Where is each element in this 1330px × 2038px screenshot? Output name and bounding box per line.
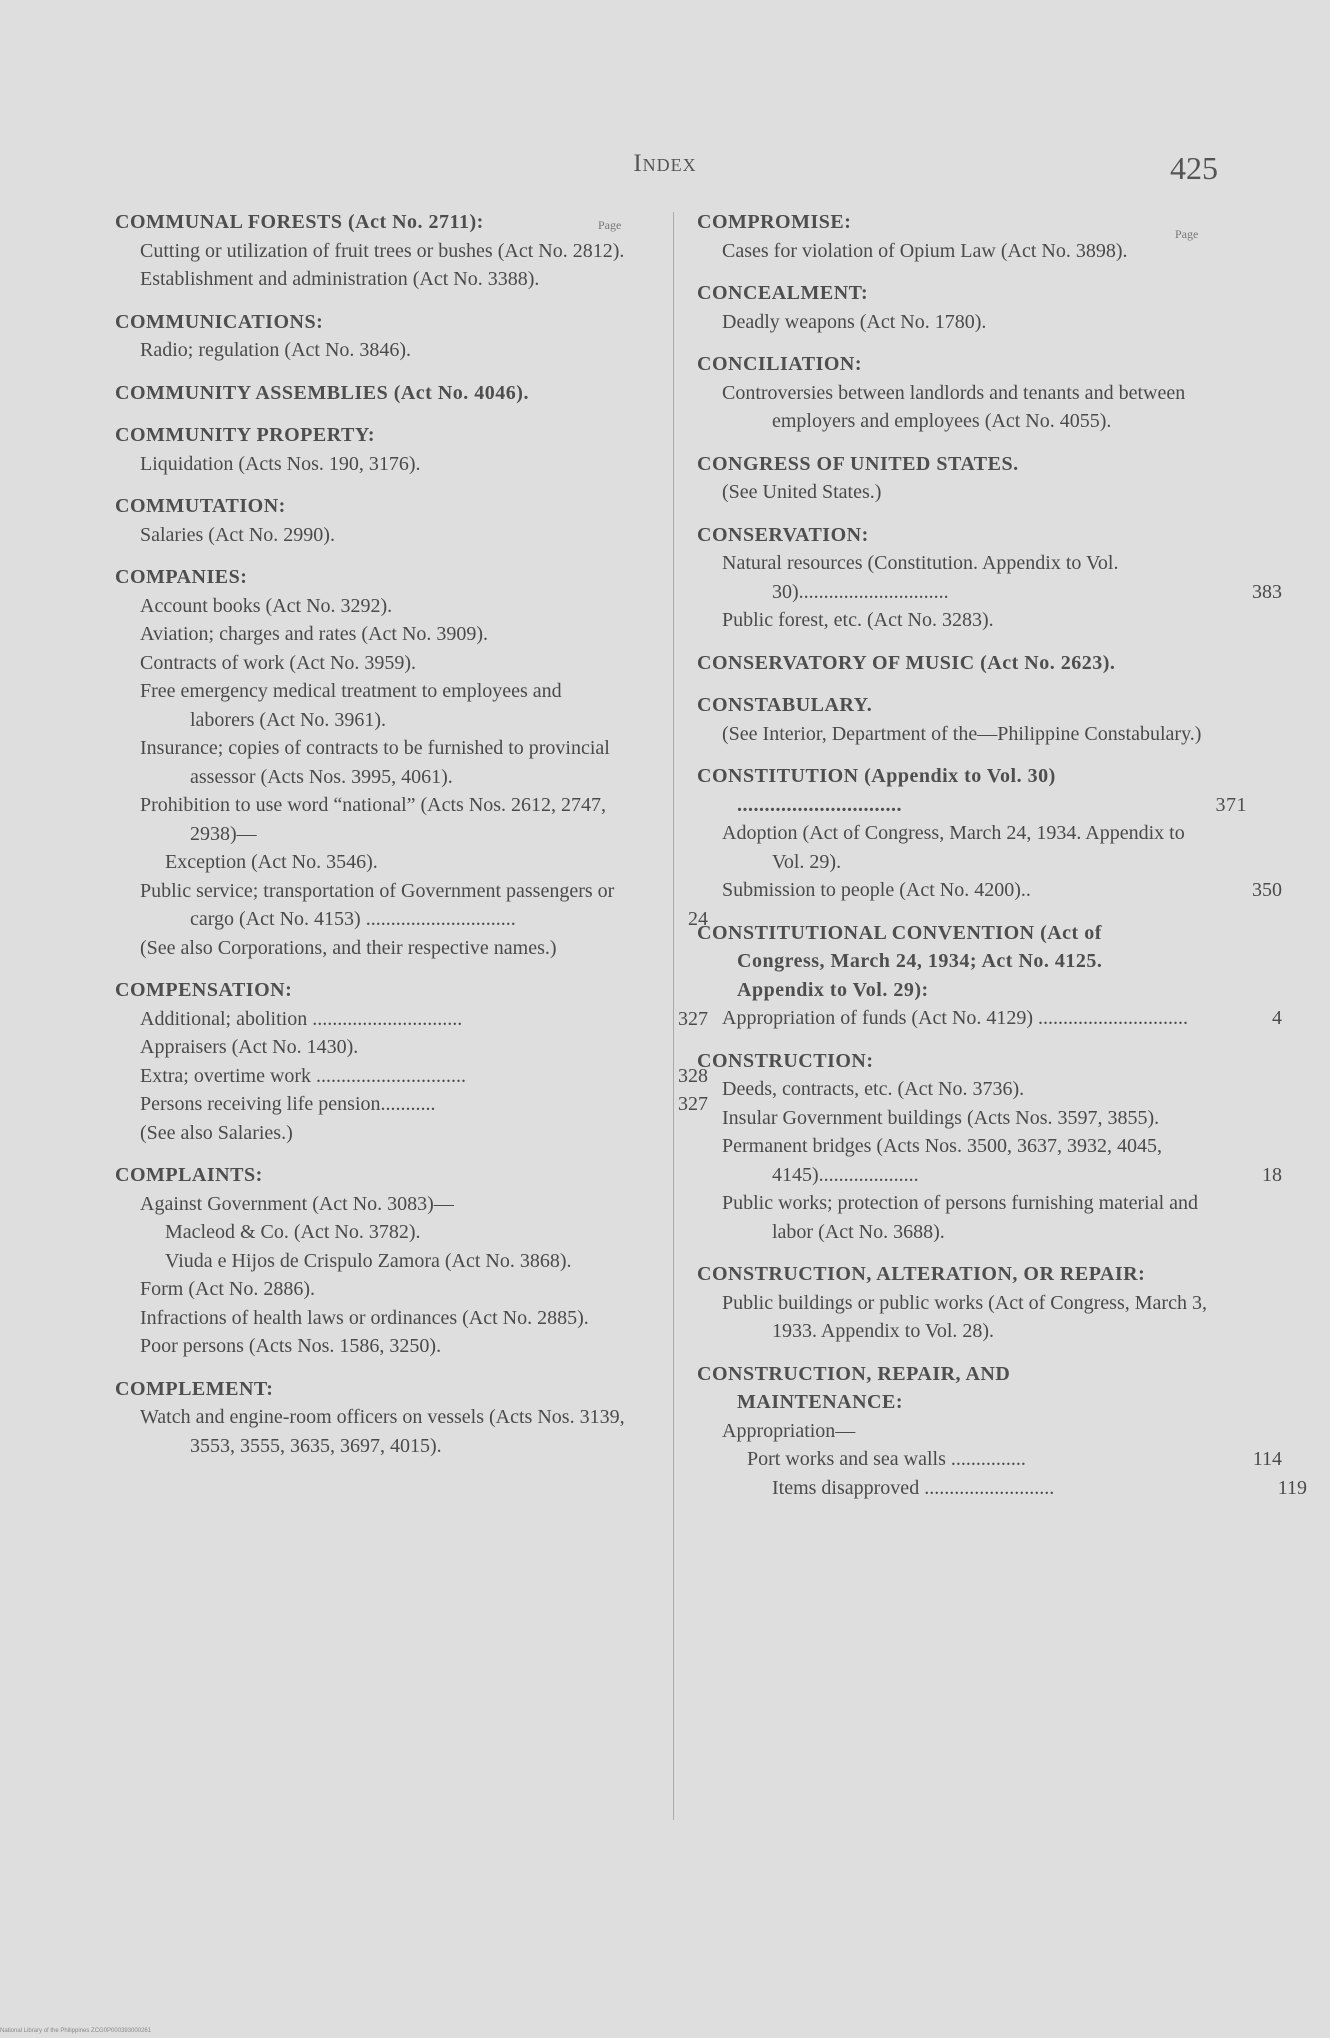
entry-heading-text: CONSTRUCTION, REPAIR, AND MAINTENANCE: (697, 1362, 1011, 1413)
subitem-text: Appraisers (Act No. 1430). (140, 1036, 359, 1058)
entry-subitem (115, 521, 630, 550)
subitem-text: Viuda e Hijos de Crispulo Zamora (Act No. 3868). (165, 1249, 572, 1272)
entry-subitem (115, 934, 630, 963)
entry-heading (697, 919, 1177, 1005)
entry-subitem (697, 720, 1212, 749)
subitem-text: Adoption (Act of Congress, March 24, 1934. Appendix to Vol. 29). (722, 822, 1185, 873)
entry-subitem (697, 1474, 1307, 1503)
subitem-text: (See United States.) (722, 481, 882, 503)
entry-heading-text: COMPROMISE: (697, 211, 852, 233)
subitem-text: Against Government (Act No. 3083)— (140, 1192, 454, 1215)
page-reference: 371 (1215, 793, 1247, 816)
index-entry (115, 1375, 675, 1461)
entry-subitem (115, 1119, 630, 1148)
entry-subitem (115, 592, 630, 621)
subitem-text: Items disapproved .......................... (772, 1476, 1055, 1499)
subitem-text: Insular Government buildings (Acts Nos. 3597, 3855). (722, 1106, 1160, 1129)
entry-heading (115, 563, 595, 592)
entry-heading-text: CONSTITUTIONAL CONVENTION (Act of Congress, March 24, 1934; Act No. 4125. Appendix to Vol. 29): (697, 921, 1103, 1001)
entry-subitem (115, 791, 630, 848)
index-entry (697, 1360, 1307, 1503)
entry-heading-text: COMMUNICATIONS: (115, 310, 324, 333)
subitem-text: Deeds, contracts, etc. (Act No. 3736). (722, 1078, 1025, 1100)
entry-heading-text: COMPENSATION: (115, 979, 293, 1001)
subitem-text: (See Interior, Department of the—Philippine Constabulary.) (722, 722, 1202, 745)
entry-heading-text: CONSERVATION: (697, 523, 869, 546)
entry-subitem (115, 649, 630, 678)
subitem-text: Free emergency medical treatment to employees and laborers (Act No. 3961). (140, 680, 562, 731)
entry-subitem (697, 379, 1212, 436)
subitem-text: Port works and sea walls ............... (747, 1448, 1026, 1470)
entry-heading (697, 691, 1177, 720)
entry-subitem (115, 1304, 630, 1333)
entry-subitem (115, 1403, 630, 1460)
index-entry (697, 450, 1259, 507)
entry-subitem (697, 606, 1212, 635)
entry-heading (115, 1375, 595, 1404)
entry-subitem (115, 848, 630, 877)
entry-subitem (115, 1218, 630, 1247)
entry-subitem (115, 450, 630, 479)
index-entry (697, 762, 1282, 905)
page-reference: 350 (1252, 879, 1282, 901)
entry-heading-text: COMPLAINTS: (115, 1164, 263, 1186)
index-entry (697, 350, 1259, 436)
index-entry (697, 1260, 1259, 1346)
subitem-text: Public buildings or public works (Act of Congress, March 3, 1933. Appendix to Vol. 28). (722, 1291, 1207, 1342)
index-column-left (115, 208, 708, 1474)
subitem-text: Radio; regulation (Act No. 3846). (140, 339, 412, 361)
subitem-text: Form (Act No. 2886). (140, 1278, 315, 1300)
entry-heading (697, 1260, 1177, 1289)
entry-heading (115, 976, 595, 1005)
subitem-text: Additional; abolition .............................. (140, 1007, 463, 1030)
page-reference: 328 (678, 1064, 708, 1087)
subitem-text: (See also Salaries.) (140, 1121, 293, 1144)
subitem-text: Establishment and administration (Act No. 3388). (140, 268, 540, 290)
subitem-text: Cutting or utilization of fruit trees or bushes (Act No. 2812). (140, 239, 625, 262)
entry-subitem (697, 876, 1282, 905)
index-entry (115, 1161, 675, 1361)
entry-heading-text: CONSTITUTION (Appendix to Vol. 30) .............................. (697, 765, 1056, 816)
index-entry (115, 208, 675, 294)
index-column-right (697, 208, 1307, 1516)
subitem-text: Appropriation— (722, 1419, 856, 1442)
entry-subitem (115, 1247, 630, 1276)
index-entry (115, 379, 675, 408)
entry-heading-text: CONGRESS OF UNITED STATES. (697, 452, 1019, 475)
index-entry (697, 279, 1259, 336)
entry-heading-text: COMMUNAL FORESTS (Act No. 2711): (115, 211, 484, 233)
subitem-text: Prohibition to use word “national” (Acts Nos. 2612, 2747, 2938)— (140, 794, 607, 845)
entry-subitem (697, 1417, 1212, 1446)
entry-subitem (115, 237, 630, 266)
subitem-text: Extra; overtime work .............................. (140, 1064, 467, 1087)
entry-subitem (697, 1189, 1212, 1246)
entry-subitem (697, 237, 1212, 266)
entry-subitem (697, 478, 1212, 507)
page-reference: 327 (678, 1007, 708, 1030)
entry-heading (697, 1047, 1177, 1076)
entry-heading-text: CONCILIATION: (697, 353, 863, 375)
page-title: Index (633, 150, 697, 177)
entry-heading-text: CONCEALMENT: (697, 282, 869, 304)
entry-heading (115, 379, 595, 408)
subitem-text: Persons receiving life pension........... (140, 1093, 436, 1115)
subitem-text: Watch and engine-room officers on vessels (Acts Nos. 3139, 3553, 3555, 3635, 3697, 4015). (140, 1406, 625, 1457)
subitem-text: Permanent bridges (Acts Nos. 3500, 3637, 3932, 4045, 4145).................... (722, 1135, 1162, 1186)
index-entry (115, 976, 708, 1147)
entry-heading (697, 450, 1177, 479)
page-reference: 327 (678, 1093, 708, 1115)
entry-heading-text: CONSTRUCTION, ALTERATION, OR REPAIR: (697, 1263, 1146, 1285)
entry-heading-text: COMPANIES: (115, 566, 248, 588)
entry-heading (115, 208, 595, 237)
page-reference: 383 (1252, 580, 1282, 603)
entry-heading (697, 279, 1177, 308)
entry-heading (697, 350, 1177, 379)
entry-subitem (115, 1033, 630, 1062)
entry-subitem (115, 877, 708, 934)
index-entry (697, 649, 1259, 678)
footer-credit: National Library of the Philippines ZCG0P000393000261 (0, 2028, 152, 2034)
index-entry (697, 521, 1282, 635)
entry-heading-text: CONSTABULARY. (697, 694, 873, 716)
subitem-text: Public service; transportation of Government passengers or cargo (Act No. 4153) .............................. (140, 879, 615, 930)
subitem-text: Controversies between landlords and tenants and between employers and employees (Act No. 4055). (722, 381, 1186, 432)
subitem-text: Public forest, etc. (Act No. 3283). (722, 609, 994, 631)
entry-subitem (115, 1275, 630, 1304)
entry-heading-text: CONSERVATORY OF MUSIC (Act No. 2623). (697, 651, 1116, 674)
index-entry (697, 1047, 1282, 1247)
entry-heading (115, 421, 595, 450)
subitem-text: Account books (Act No. 3292). (140, 594, 393, 617)
subitem-text: Cases for violation of Opium Law (Act No. 3898). (722, 239, 1128, 262)
page-column-label-left: Page (598, 218, 622, 232)
entry-subitem (115, 1062, 708, 1091)
page-number: 425 (1170, 150, 1218, 186)
entry-subitem (115, 1090, 708, 1119)
entry-subitem (697, 1445, 1282, 1474)
subitem-text: Poor persons (Acts Nos. 1586, 3250). (140, 1335, 442, 1357)
page-reference: 24 (688, 908, 708, 930)
subitem-text: Contracts of work (Act No. 3959). (140, 651, 417, 674)
entry-subitem (697, 1075, 1212, 1104)
index-entry (697, 691, 1259, 748)
entry-heading-text: COMMUNITY PROPERTY: (115, 424, 376, 446)
subitem-text: Macleod & Co. (Act No. 3782). (165, 1221, 421, 1243)
entry-heading (697, 208, 1177, 237)
index-entry (115, 563, 708, 962)
entry-subitem (115, 336, 630, 365)
entry-heading (115, 1161, 595, 1190)
index-entry (697, 919, 1282, 1033)
index-entry (115, 308, 675, 365)
subitem-text: Public works; protection of persons furnishing material and labor (Act No. 3688). (722, 1192, 1199, 1243)
subitem-text: Submission to people (Act No. 4200).. (722, 879, 1031, 901)
entry-subitem (697, 308, 1212, 337)
index-entry (115, 421, 675, 478)
page-reference: 18 (1262, 1163, 1282, 1186)
entry-subitem (115, 1190, 630, 1219)
subitem-text: Insurance; copies of contracts to be furnished to provincial assessor (Acts Nos. 3995, 4061). (140, 737, 610, 788)
entry-heading (697, 1360, 1177, 1417)
entry-subitem (697, 549, 1282, 606)
subitem-text: Exception (Act No. 3546). (165, 851, 378, 873)
index-entry (697, 208, 1259, 265)
entry-subitem (115, 1005, 708, 1034)
subitem-text: Salaries (Act No. 2990). (140, 523, 335, 546)
index-entry (115, 492, 675, 549)
entry-heading (115, 492, 595, 521)
entry-subitem (697, 1132, 1282, 1189)
subitem-text: Aviation; charges and rates (Act No. 3909). (140, 623, 489, 645)
entry-subitem (115, 265, 630, 294)
entry-heading (697, 521, 1177, 550)
subitem-text: (See also Corporations, and their respective names.) (140, 936, 557, 959)
entry-subitem (115, 677, 630, 734)
entry-subitem (115, 734, 630, 791)
entry-heading-text: COMPLEMENT: (115, 1377, 274, 1400)
page-reference: 4 (1272, 1007, 1282, 1029)
entry-subitem (697, 1289, 1212, 1346)
subitem-text: Appropriation of funds (Act No. 4129) .............................. (722, 1007, 1189, 1029)
subitem-text: Infractions of health laws or ordinances (Act No. 2885). (140, 1306, 589, 1329)
entry-subitem (697, 1004, 1282, 1033)
entry-subitem (115, 620, 630, 649)
entry-heading-text: COMMUNITY ASSEMBLIES (Act No. 4046). (115, 381, 529, 404)
entry-heading (697, 762, 1247, 819)
subitem-text: Deadly weapons (Act No. 1780). (722, 310, 987, 333)
page-column-label-right: Page (1175, 227, 1199, 241)
subitem-text: Liquidation (Acts Nos. 190, 3176). (140, 452, 421, 475)
entry-heading-text: CONSTRUCTION: (697, 1049, 874, 1072)
entry-subitem (697, 1104, 1212, 1133)
entry-subitem (115, 1332, 630, 1361)
entry-heading (115, 308, 595, 337)
subitem-text: Natural resources (Constitution. Appendix to Vol. 30).............................. (722, 552, 1119, 603)
page-reference: 114 (1252, 1448, 1282, 1470)
entry-subitem (697, 819, 1212, 876)
entry-heading-text: COMMUTATION: (115, 495, 286, 517)
entry-heading (697, 649, 1177, 678)
page-reference: 119 (1277, 1476, 1307, 1499)
